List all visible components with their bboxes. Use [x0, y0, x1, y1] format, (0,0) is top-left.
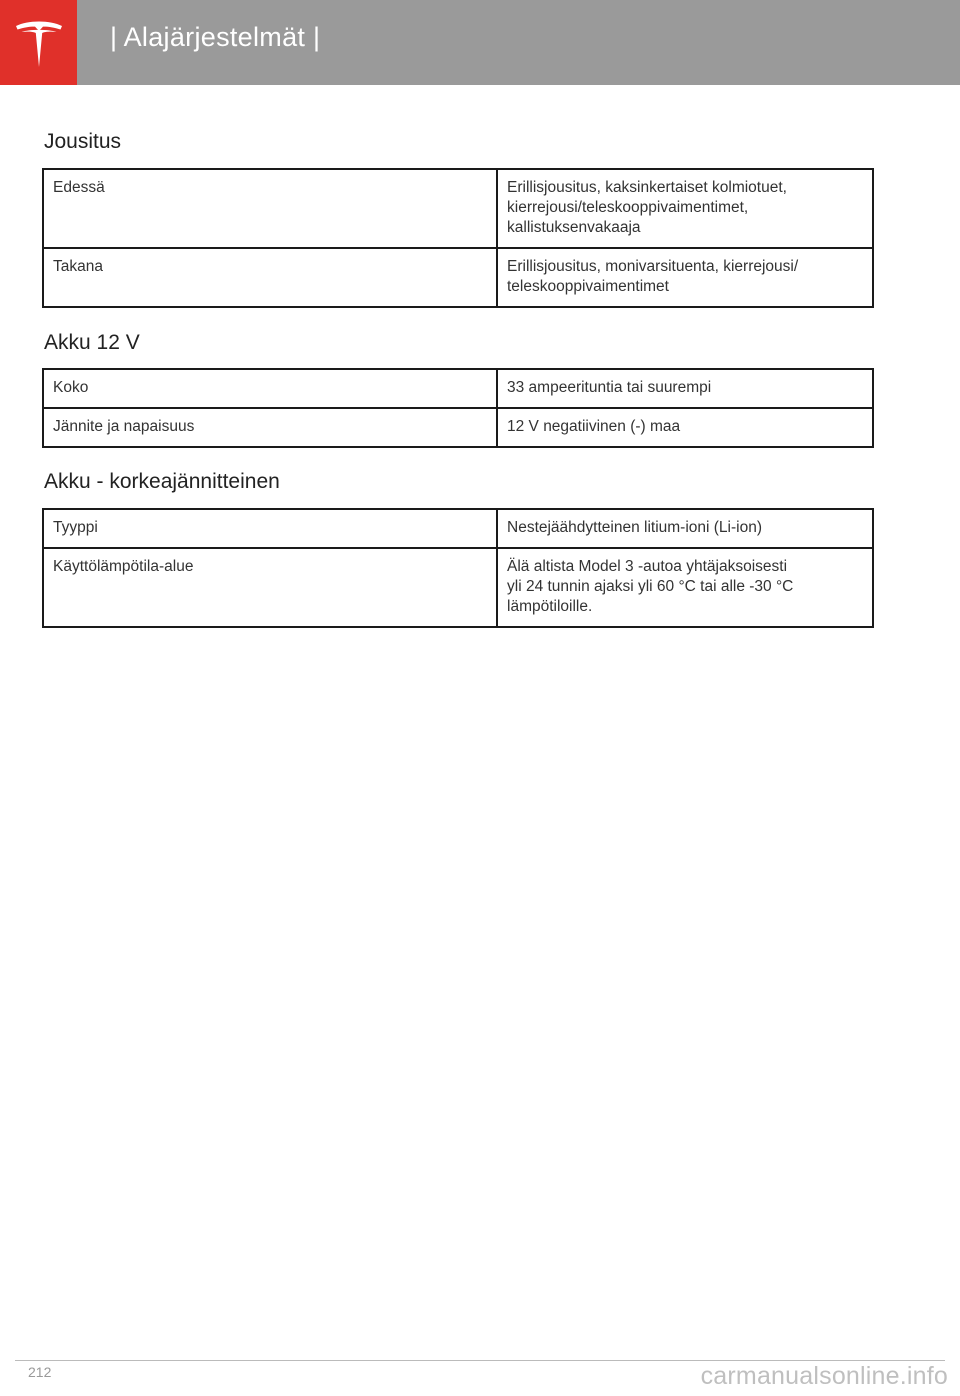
tesla-logo [0, 0, 77, 85]
row-label: Tyyppi [43, 509, 497, 548]
value-line: teleskooppivaimentimet [507, 278, 669, 295]
row-label: Takana [43, 248, 497, 307]
value-line: Erillisjousitus, monivarsituenta, kierrejousi/ [507, 258, 799, 275]
page-number: 212 [28, 1364, 52, 1380]
section-title-jousitus: Jousitus [44, 130, 122, 153]
table-row [43, 548, 873, 627]
row-value [497, 509, 873, 548]
row-value [497, 369, 873, 408]
tesla-t-logo-icon [14, 17, 64, 69]
table-row [43, 408, 873, 447]
value-line: 12 V negatiivinen (-) maa [507, 418, 681, 435]
spec-table-akku-12v [42, 368, 874, 448]
value-line: Nestejäähdytteinen litium-ioni (Li-ion) [507, 519, 763, 536]
value-line: 33 ampeerituntia tai suurempi [507, 379, 712, 396]
value-line: Erillisjousitus, kaksinkertaiset kolmiotuet, [507, 179, 787, 196]
row-label: Koko [43, 369, 497, 408]
spec-table-akku-korkeajannitteinen [42, 508, 874, 628]
section-title-akku-korkeajannitteinen: Akku - korkeajännitteinen [44, 470, 280, 493]
row-label: Edessä [43, 169, 497, 248]
section-title-akku-12v: Akku 12 V [44, 331, 140, 354]
table-row [43, 248, 873, 307]
table-row [43, 509, 873, 548]
row-label: Jännite ja napaisuus [43, 408, 497, 447]
page-header [0, 0, 960, 85]
value-line: yli 24 tunnin ajaksi yli 60 °C tai alle -30 °C [507, 578, 794, 595]
row-value [497, 169, 873, 248]
value-line: Älä altista Model 3 -autoa yhtäjaksoisesti [507, 558, 788, 575]
footer-divider [15, 1360, 945, 1361]
watermark: carmanualsonline.info [700, 1362, 948, 1390]
table-row [43, 169, 873, 248]
header-title: | Alajärjestelmät | [110, 22, 321, 52]
row-value [497, 548, 873, 627]
row-value [497, 408, 873, 447]
row-value [497, 248, 873, 307]
value-line: kallistuksenvakaaja [507, 219, 641, 236]
value-line: lämpötiloille. [507, 598, 593, 615]
row-label: Käyttölämpötila-alue [43, 548, 497, 627]
table-row [43, 369, 873, 408]
value-line: kierrejousi/teleskooppivaimentimet, [507, 199, 749, 216]
spec-table-jousitus [42, 168, 874, 308]
